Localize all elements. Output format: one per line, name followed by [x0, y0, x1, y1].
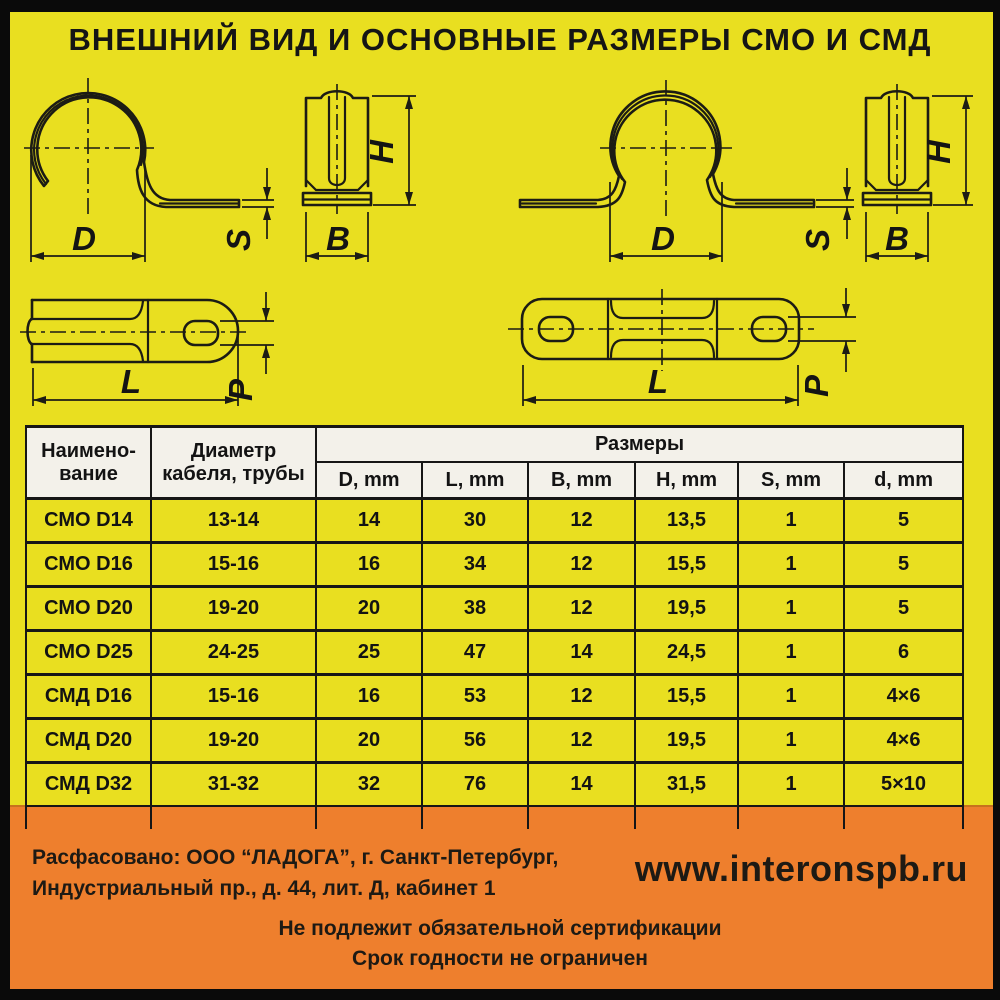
- dim-label-L: L: [647, 363, 669, 400]
- dim-label-H: H: [920, 140, 957, 164]
- cell-diameter: 31-32: [151, 763, 316, 807]
- cell-d: 5: [844, 499, 963, 543]
- smd-profile-outline: [520, 91, 814, 207]
- cell-name: СМО D25: [26, 631, 151, 675]
- extension-cell: [738, 806, 844, 829]
- col-header-B: B, mm: [528, 462, 635, 499]
- dim-label-D: D: [651, 220, 675, 257]
- cell-D: 20: [316, 587, 422, 631]
- cell-L: 34: [422, 543, 528, 587]
- photo-edge-bottom: [0, 989, 1000, 1000]
- cell-diameter: 15-16: [151, 675, 316, 719]
- cell-diameter: 19-20: [151, 587, 316, 631]
- cell-D: 20: [316, 719, 422, 763]
- packer-address-line2: Индустриальный пр., д. 44, лит. Д, кабинет 1: [32, 877, 496, 900]
- dim-label-H: H: [363, 140, 400, 164]
- extension-cell: [151, 806, 316, 829]
- cell-B: 12: [528, 719, 635, 763]
- col-header-diameter-line1: Диаметр: [190, 439, 277, 462]
- cell-d: 6: [844, 631, 963, 675]
- cell-L: 30: [422, 499, 528, 543]
- cell-L: 47: [422, 631, 528, 675]
- technical-drawings: [0, 0, 1000, 425]
- smo-profile-outline: [31, 93, 239, 207]
- col-header-name: [26, 427, 151, 499]
- cell-L: 76: [422, 763, 528, 807]
- dim-label-B: B: [885, 220, 909, 257]
- table-row: [26, 499, 963, 543]
- col-header-diameter: [151, 427, 316, 499]
- website-url: www.interonspb.ru: [634, 848, 968, 889]
- photo-edge-left: [0, 0, 10, 1000]
- col-header-L: L, mm: [422, 462, 528, 499]
- smo-front-drawing: [303, 84, 416, 262]
- table-row: [26, 763, 963, 807]
- col-header-sizes-group: Размеры: [316, 427, 963, 463]
- cell-S: 1: [738, 587, 844, 631]
- col-header-name-line2: вание: [59, 462, 118, 485]
- smd-front-drawing: [863, 84, 973, 262]
- cell-H: 15,5: [635, 675, 738, 719]
- dimensions-table: [25, 425, 964, 829]
- cell-L: 53: [422, 675, 528, 719]
- dim-label-P: P: [222, 378, 259, 402]
- cell-d: 5: [844, 543, 963, 587]
- extension-cell: [422, 806, 528, 829]
- col-header-D: D, mm: [316, 462, 422, 499]
- cell-d: 5×10: [844, 763, 963, 807]
- smo-top-view-drawing: [20, 292, 274, 406]
- cell-D: 32: [316, 763, 422, 807]
- packer-address: [32, 842, 558, 904]
- cell-diameter: 24-25: [151, 631, 316, 675]
- cell-H: 24,5: [635, 631, 738, 675]
- extension-cell: [635, 806, 738, 829]
- cell-L: 38: [422, 587, 528, 631]
- cell-L: 56: [422, 719, 528, 763]
- dim-label-B: B: [326, 220, 350, 257]
- cell-diameter: 13-14: [151, 499, 316, 543]
- dim-label-P: P: [798, 374, 835, 398]
- table-row: [26, 719, 963, 763]
- dim-label-S: S: [220, 228, 257, 252]
- extension-cell: [528, 806, 635, 829]
- cell-D: 16: [316, 675, 422, 719]
- table-row: [26, 543, 963, 587]
- col-header-H: H, mm: [635, 462, 738, 499]
- table-header-row-1: [26, 427, 963, 463]
- col-header-d: d, mm: [844, 462, 963, 499]
- extension-cell: [316, 806, 422, 829]
- smd-top-view-drawing: [508, 288, 856, 406]
- extension-cell: [844, 806, 963, 829]
- cell-D: 25: [316, 631, 422, 675]
- shelf-life-note: Срок годности не ограничен: [352, 947, 648, 970]
- cell-d: 4×6: [844, 719, 963, 763]
- cell-d: 4×6: [844, 675, 963, 719]
- photo-edge-right: [993, 0, 1000, 1000]
- cell-d: 5: [844, 587, 963, 631]
- col-header-S: S, mm: [738, 462, 844, 499]
- cell-name: СМД D20: [26, 719, 151, 763]
- cell-name: СМО D20: [26, 587, 151, 631]
- page-title: ВНЕШНИЙ ВИД И ОСНОВНЫЕ РАЗМЕРЫ СМО И СМД: [68, 22, 932, 57]
- cell-B: 12: [528, 543, 635, 587]
- cell-B: 12: [528, 499, 635, 543]
- cell-H: 15,5: [635, 543, 738, 587]
- cell-name: СМД D32: [26, 763, 151, 807]
- table-row: [26, 675, 963, 719]
- dim-label-S: S: [799, 228, 836, 252]
- cell-S: 1: [738, 763, 844, 807]
- smd-profile-drawing: [520, 80, 854, 262]
- table-row: [26, 587, 963, 631]
- cell-B: 14: [528, 763, 635, 807]
- cell-H: 19,5: [635, 587, 738, 631]
- cell-D: 14: [316, 499, 422, 543]
- dim-label-D: D: [72, 220, 96, 257]
- cell-S: 1: [738, 499, 844, 543]
- extension-cell: [26, 806, 151, 829]
- cell-diameter: 19-20: [151, 719, 316, 763]
- cell-H: 31,5: [635, 763, 738, 807]
- cell-S: 1: [738, 631, 844, 675]
- cell-name: СМО D14: [26, 499, 151, 543]
- cell-S: 1: [738, 675, 844, 719]
- cell-S: 1: [738, 719, 844, 763]
- col-header-name-line1: Наимено-: [41, 439, 136, 462]
- cell-S: 1: [738, 543, 844, 587]
- cell-name: СМО D16: [26, 543, 151, 587]
- cell-B: 14: [528, 631, 635, 675]
- table-row: [26, 631, 963, 675]
- cell-H: 19,5: [635, 719, 738, 763]
- certification-note: Не подлежит обязательной сертификации: [278, 917, 722, 940]
- cell-B: 12: [528, 675, 635, 719]
- cell-name: СМД D16: [26, 675, 151, 719]
- cell-D: 16: [316, 543, 422, 587]
- packer-address-line1: Расфасовано: ООО “ЛАДОГА”, г. Санкт-Петербург,: [32, 846, 559, 869]
- photo-edge-top: [0, 0, 1000, 12]
- cell-diameter: 15-16: [151, 543, 316, 587]
- cell-B: 12: [528, 587, 635, 631]
- cell-H: 13,5: [635, 499, 738, 543]
- dim-label-L: L: [120, 363, 142, 400]
- smo-mount-hole: [184, 321, 218, 345]
- col-header-diameter-line2: кабеля, трубы: [162, 462, 305, 485]
- smo-profile-drawing: [24, 78, 274, 262]
- table-extension-row: [26, 806, 963, 829]
